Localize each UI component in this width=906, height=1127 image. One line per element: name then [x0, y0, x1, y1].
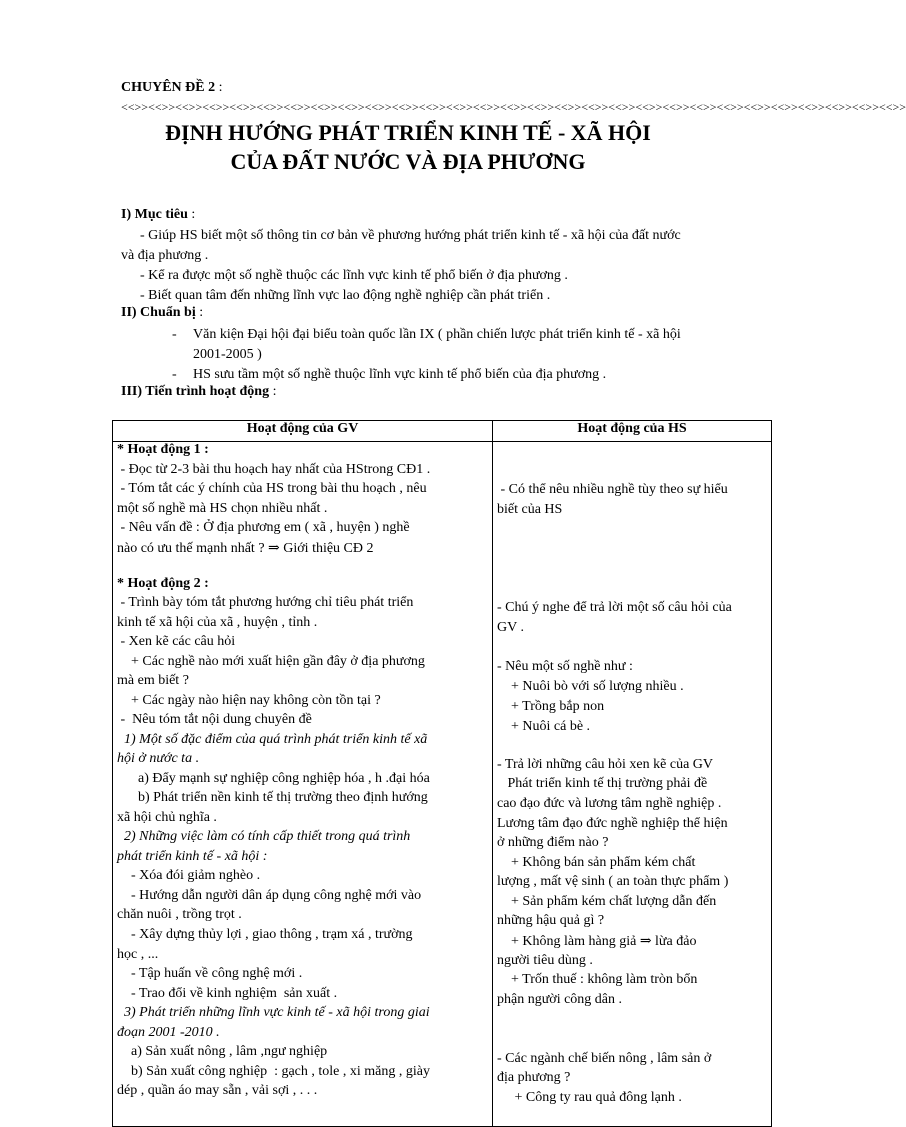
student-activity-line: - Trả lời những câu hỏi xen kẽ của GV	[497, 757, 714, 772]
prep-1-dash: -	[172, 327, 177, 342]
student-activity-line: - Các ngành chế biến nông , lâm sản ở	[497, 1051, 712, 1066]
teacher-activity-line: dép , quần áo may sẵn , vải sợi , . . .	[117, 1083, 318, 1098]
teacher-activity-line: - Xóa đói giảm nghèo .	[117, 868, 261, 883]
student-activity-line: Phát triển kinh tế thị trường phải đề	[497, 776, 708, 791]
student-activity-line: + Sản phẩm kém chất lượng dẫn đến	[497, 894, 717, 909]
page-title: ĐỊNH HƯỚNG PHÁT TRIỂN KINH TẾ - XÃ HỘI	[165, 120, 651, 145]
header-student-activity: Hoạt động của HS	[493, 421, 772, 442]
decorative-divider: <<>><<>><<>><<>><<>><<>><<>><<>><<>><<>><<>><<>><<>><<>><<>><<>><<>><<>><<>><<>><<>><<>><<>><<>><<>><<>><<>><<>><<>>	[121, 100, 906, 114]
student-activity-line: + Không bán sản phẩm kém chất	[497, 855, 696, 870]
activity-table	[112, 420, 772, 1127]
teacher-activity-line: - Xen kẽ các câu hỏi	[117, 634, 236, 649]
teacher-activity-line: một số nghề mà HS chọn nhiều nhất .	[117, 501, 328, 516]
student-activity-line: biết của HS	[497, 502, 563, 517]
teacher-activity-line: 3) Phát triển những lĩnh vực kinh tế - xã hội trong giai	[117, 1005, 430, 1020]
table-body-row	[113, 442, 772, 1127]
table-header-row	[113, 421, 772, 442]
student-activity-line: - Có thể nêu nhiều nghề tùy theo sự hiểu	[497, 482, 728, 497]
objective-1-line2: và địa phương .	[121, 248, 209, 263]
objective-2: - Kể ra được một số nghề thuộc các lĩnh vực kinh tế phổ biến ở địa phương .	[140, 268, 568, 283]
teacher-activity-line: - Xây dựng thủy lợi , giao thông , trạm xá , trường	[117, 927, 413, 942]
teacher-activity-line: + Các nghề nào mới xuất hiện gần đây ở địa phương	[117, 654, 425, 669]
teacher-activity-line: mà em biết ?	[117, 673, 189, 688]
teacher-activity-line: b) Sản xuất công nghiệp : gạch , tole , xi măng , giày	[117, 1064, 430, 1079]
section-process-heading: III) Tiến trình hoạt động :	[121, 384, 277, 399]
teacher-activity-cell	[113, 442, 493, 1127]
student-activity-line: + Trồng bắp non	[497, 699, 605, 714]
teacher-activity-line: - Tập huấn về công nghệ mới .	[117, 966, 303, 981]
teacher-activity-line: nào có ưu thế mạnh nhất ? ⇒ Giới thiệu CĐ 2	[117, 541, 374, 556]
prep-2: HS sưu tầm một số nghề thuộc lĩnh vực kinh tế phổ biến của địa phương .	[193, 367, 607, 382]
teacher-activity-line: + Các ngày nào hiện nay không còn tồn tại ?	[117, 693, 381, 708]
student-activity-line: cao đạo đức và lương tâm nghề nghiệp .	[497, 796, 722, 811]
teacher-activity-line: a) Đẩy mạnh sự nghiệp công nghiệp hóa , h .đại hóa	[117, 771, 430, 786]
teacher-activity-line: kinh tế xã hội của xã , huyện , tỉnh .	[117, 615, 318, 630]
prep-2-dash: -	[172, 367, 177, 382]
teacher-activity-line: - Nêu tóm tắt nội dung chuyên đề	[117, 712, 312, 727]
student-activity-line: + Công ty rau quả đông lạnh .	[497, 1090, 682, 1105]
objective-1-line1: - Giúp HS biết một số thông tin cơ bản về phương hướng phát triển kinh tế - xã hội của đất nước	[140, 228, 681, 243]
teacher-activity-line: chăn nuôi , trồng trọt .	[117, 907, 242, 922]
teacher-activity-line: hội ở nước ta .	[117, 751, 200, 766]
teacher-activity-line: - Nêu vấn đề : Ở địa phương em ( xã , huyện ) nghề	[117, 520, 410, 535]
student-activity-line: ở những điểm nào ?	[497, 835, 609, 850]
page-subtitle: CỦA ĐẤT NƯỚC VÀ ĐỊA PHƯƠNG	[230, 149, 586, 174]
teacher-activity-line: b) Phát triển nền kinh tế thị trường theo định hướng	[117, 790, 428, 805]
teacher-activity-line: - Trình bày tóm tắt phương hướng chỉ tiêu phát triển	[117, 595, 414, 610]
teacher-activity-line: - Tóm tắt các ý chính của HS trong bài thu hoạch , nêu	[117, 481, 427, 496]
teacher-activity-line: - Trao đổi về kinh nghiệm sản xuất .	[117, 986, 338, 1001]
section-objectives-heading: I) Mục tiêu :	[121, 207, 196, 222]
student-activity-line: người tiêu dùng .	[497, 953, 593, 968]
student-activity-line: GV .	[497, 620, 524, 635]
header-teacher-activity: Hoạt động của GV	[113, 421, 493, 442]
teacher-activity-line: * Hoạt động 2 :	[117, 576, 209, 591]
teacher-activity-line: - Đọc từ 2-3 bài thu hoạch hay nhất của HStrong CĐ1 .	[117, 462, 431, 477]
student-activity-line: + Nuôi cá bè .	[497, 719, 591, 734]
objective-3: - Biết quan tâm đến những lĩnh vực lao động nghề nghiệp cần phát triển .	[140, 288, 551, 303]
student-activity-line: địa phương ?	[497, 1070, 571, 1085]
teacher-activity-line: 2) Những việc làm có tính cấp thiết trong quá trình	[117, 829, 411, 844]
student-activity-line: + Trốn thuế : không làm tròn bổn	[497, 972, 698, 987]
teacher-activity-line: đoạn 2001 -2010 .	[117, 1025, 220, 1040]
student-activity-line: + Nuôi bò với số lượng nhiều .	[497, 679, 684, 694]
topic-label: CHUYÊN ĐỀ 2 :	[121, 80, 223, 95]
teacher-activity-line: học , ...	[117, 947, 159, 962]
section-preparation-heading: II) Chuẩn bị :	[121, 305, 204, 320]
student-activity-line: phận người công dân .	[497, 992, 623, 1007]
student-activity-line: - Chú ý nghe để trả lời một số câu hỏi của	[497, 600, 732, 615]
teacher-activity-line: * Hoạt động 1 :	[117, 442, 209, 457]
student-activity-line: lượng , mất vệ sinh ( an toàn thực phẩm )	[497, 874, 729, 889]
teacher-activity-line: 1) Một số đặc điểm của quá trình phát triển kinh tế xã	[117, 732, 428, 747]
prep-1-line2: 2001-2005 )	[193, 347, 262, 362]
teacher-activity-line: - Hướng dẫn người dân áp dụng công nghệ mới vào	[117, 888, 422, 903]
teacher-activity-line: a) Sản xuất nông , lâm ,ngư nghiệp	[117, 1044, 328, 1059]
student-activity-line: + Không làm hàng giả ⇒ lừa đảo	[497, 934, 697, 949]
student-activity-line: những hậu quả gì ?	[497, 913, 605, 928]
teacher-activity-line: xã hội chủ nghĩa .	[117, 810, 217, 825]
teacher-activity-line: phát triển kinh tế - xã hội :	[117, 849, 268, 864]
student-activity-cell	[493, 442, 772, 1127]
student-activity-line: - Nêu một số nghề như :	[497, 659, 633, 674]
prep-1-line1: Văn kiện Đại hội đại biểu toàn quốc lần IX ( phần chiến lược phát triển kinh tế - xã hội	[193, 327, 681, 342]
student-activity-line: Lương tâm đạo đức nghề nghiệp thể hiện	[497, 816, 728, 831]
